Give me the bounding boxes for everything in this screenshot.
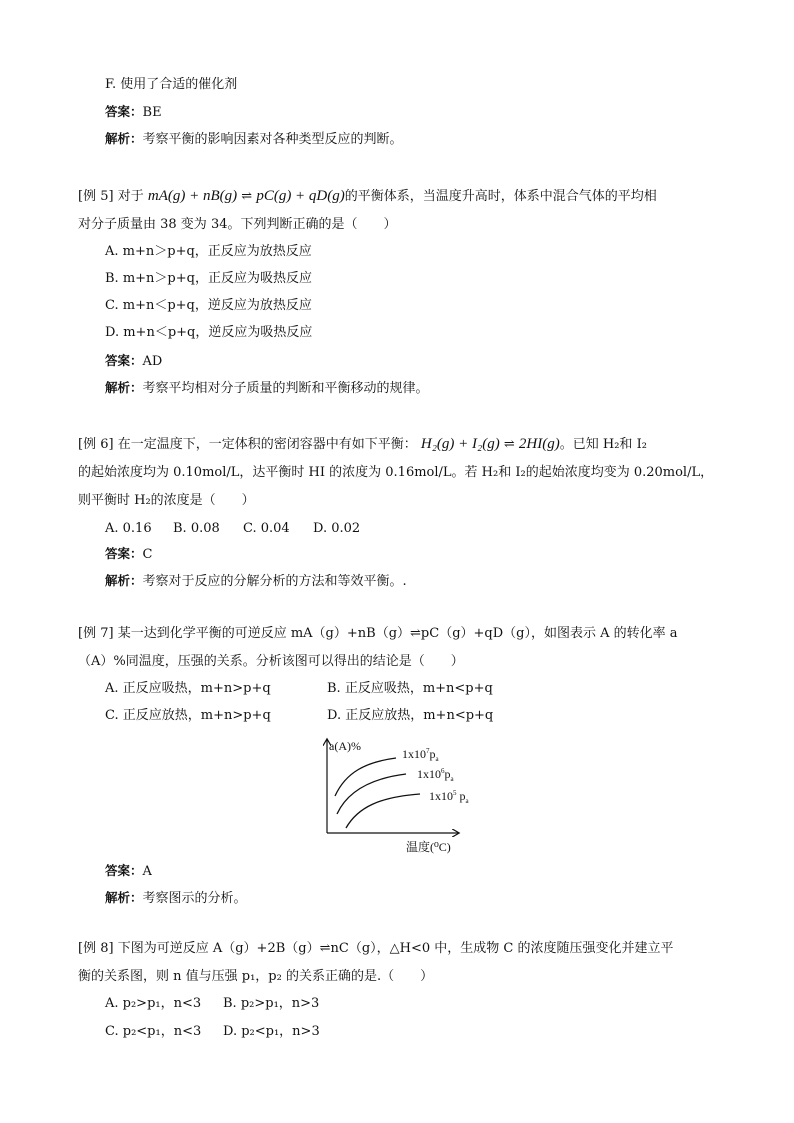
ex6-eq-right: 2HI(g) [518, 436, 560, 452]
curve-1e5 [346, 794, 420, 828]
answer-label: 答案： [105, 546, 143, 561]
equilibrium-arrow-icon: ⇌ [410, 626, 421, 641]
ex7-option-a: A. 正反应吸热，m+n>p+q [105, 681, 271, 696]
answer-line [105, 103, 162, 122]
ex5-answer-line [105, 352, 162, 371]
ex5-stem-line2: 对分子质量由 38 变为 34。下列判断正确的是（ ） [78, 217, 397, 232]
ex7-options-row2 [105, 707, 493, 725]
ex5-pre: 对于 [117, 189, 144, 204]
y-axis-label: a(A)% [329, 739, 361, 753]
ex6-option-a: A. 0.16 [105, 521, 152, 536]
ex7-option-b: B. 正反应吸热，m+n<p+q [327, 681, 493, 696]
ex8-stem-line1 [78, 940, 673, 958]
ex7-tag: [例 7] [78, 626, 114, 641]
analysis-label: 解析： [105, 890, 143, 905]
analysis-label: 解析： [105, 573, 143, 588]
ex7-text-post: pC（g）+qD（g），如图表示 A 的转化率 a [420, 626, 678, 641]
ex5-eq-right: pC(g) + qD(g) [256, 188, 345, 204]
answer-value: C [142, 547, 153, 562]
ex5-option-a: A. m+n＞p+q，正反应为放热反应 [105, 244, 312, 259]
equilibrium-arrow-icon: ⇌ [503, 437, 515, 452]
ex6-analysis-line [105, 572, 407, 591]
curve-label-1e5: $1x10^5$ $p_a$ [429, 789, 469, 805]
answer-value: AD [142, 354, 163, 369]
analysis-text: 考察图示的分析。 [142, 891, 247, 906]
ex7-option-d: D. 正反应放热，m+n<p+q [327, 708, 494, 723]
ex5-post: 的平衡体系，当温度升高时，体系中混合气体的平均相 [344, 189, 657, 204]
x-axis-label: 温度(⁰C) [406, 840, 451, 854]
ex6-pre: 在一定温度下，一定体积的密闭容器中有如下平衡： [117, 437, 417, 452]
analysis-label: 解析： [105, 380, 143, 395]
conversion-temperature-chart [318, 734, 468, 856]
ex8-options-row2 [105, 1023, 320, 1041]
answer-label: 答案： [105, 863, 143, 878]
ex8-option-b: B. p₂>p₁，n>3 [223, 996, 320, 1011]
ex8-text-pre: 下图为可逆反应 A（g）+2B（g） [117, 941, 320, 956]
answer-value: A [142, 864, 152, 879]
ex8-option-a: A. p₂>p₁，n<3 [105, 996, 202, 1011]
ex6-option-c: C. 0.04 [243, 521, 290, 536]
ex8-option-d: D. p₂<p₁，n>3 [223, 1024, 320, 1039]
ex6-stem-line1 [78, 435, 647, 454]
analysis-line [105, 130, 403, 149]
answer-label: 答案： [105, 104, 143, 119]
ex7-text-pre: 某一达到化学平衡的可逆反应 mA（g）+nB（g） [117, 626, 411, 641]
analysis-text: 考察平均相对分子质量的判断和平衡移动的规律。 [142, 381, 429, 396]
ex7-option-c: C. 正反应放热，m+n>p+q [105, 708, 271, 723]
ex8-options-row1 [105, 995, 319, 1013]
answer-value: BE [142, 105, 162, 120]
ex5-option-b: B. m+n＞p+q，正反应为吸热反应 [105, 271, 312, 286]
ex6-option-b: B. 0.08 [173, 521, 220, 536]
analysis-label: 解析： [105, 131, 143, 146]
equilibrium-arrow-icon: ⇌ [241, 189, 253, 204]
ex8-option-c: C. p₂<p₁，n<3 [105, 1024, 202, 1039]
curve-1e6 [337, 774, 406, 814]
ex6-eq-left: H₂(g) + I₂(g) [420, 436, 500, 452]
equilibrium-arrow-icon: ⇌ [319, 941, 331, 956]
ex5-stem-line1 [78, 187, 657, 206]
ex5-eq-left: mA(g) + nB(g) [147, 188, 238, 204]
ex6-tag: [例 6] [78, 437, 114, 452]
ex7-analysis-line [105, 889, 247, 908]
ex5-option-c: C. m+n＜p+q，逆反应为放热反应 [105, 298, 312, 313]
analysis-text: 考察对于反应的分解分析的方法和等效平衡。. [142, 574, 407, 589]
ex7-options-row1 [105, 680, 493, 698]
ex7-stem-line1 [78, 625, 678, 643]
ex6-stem-line3: 则平衡时 H₂的浓度是（ ） [78, 493, 255, 508]
ex6-answer-line [105, 545, 152, 564]
ex6-post: 。已知 H₂和 I₂ [559, 437, 647, 452]
ex7-stem-line2: （A）%同温度，压强的关系。分析该图可以得出的结论是（ ） [78, 654, 464, 669]
option-f: F. 使用了合适的催化剂 [105, 77, 238, 92]
ex5-option-d: D. m+n＜p+q，逆反应为吸热反应 [105, 325, 313, 340]
ex5-analysis-line [105, 379, 429, 398]
analysis-text: 考察平衡的影响因素对各种类型反应的判断。 [142, 132, 403, 147]
ex8-text-post: nC（g），△H<0 中，生成物 C 的浓度随压强变化并建立平 [330, 941, 674, 956]
ex5-tag: [例 5] [78, 189, 114, 204]
curve-label-1e7: $1x10^7p_a$ [402, 747, 439, 763]
curve-label-1e6: $1x10^6p_a$ [417, 767, 454, 783]
ex7-answer-line [105, 862, 152, 881]
ex8-stem-line2: 衡的关系图，则 n 值与压强 p₁，p₂ 的关系正确的是.（ ） [78, 969, 434, 984]
ex6-stem-line2: 的起始浓度均为 0.10mol/L，达平衡时 HI 的浓度为 0.16mol/L。若 H₂和 I₂的起始浓度均变为 0.20mol/L， [78, 465, 714, 480]
ex6-option-d: D. 0.02 [313, 521, 361, 536]
answer-label: 答案： [105, 353, 143, 368]
ex6-options [105, 520, 360, 538]
ex8-tag: [例 8] [78, 941, 114, 956]
